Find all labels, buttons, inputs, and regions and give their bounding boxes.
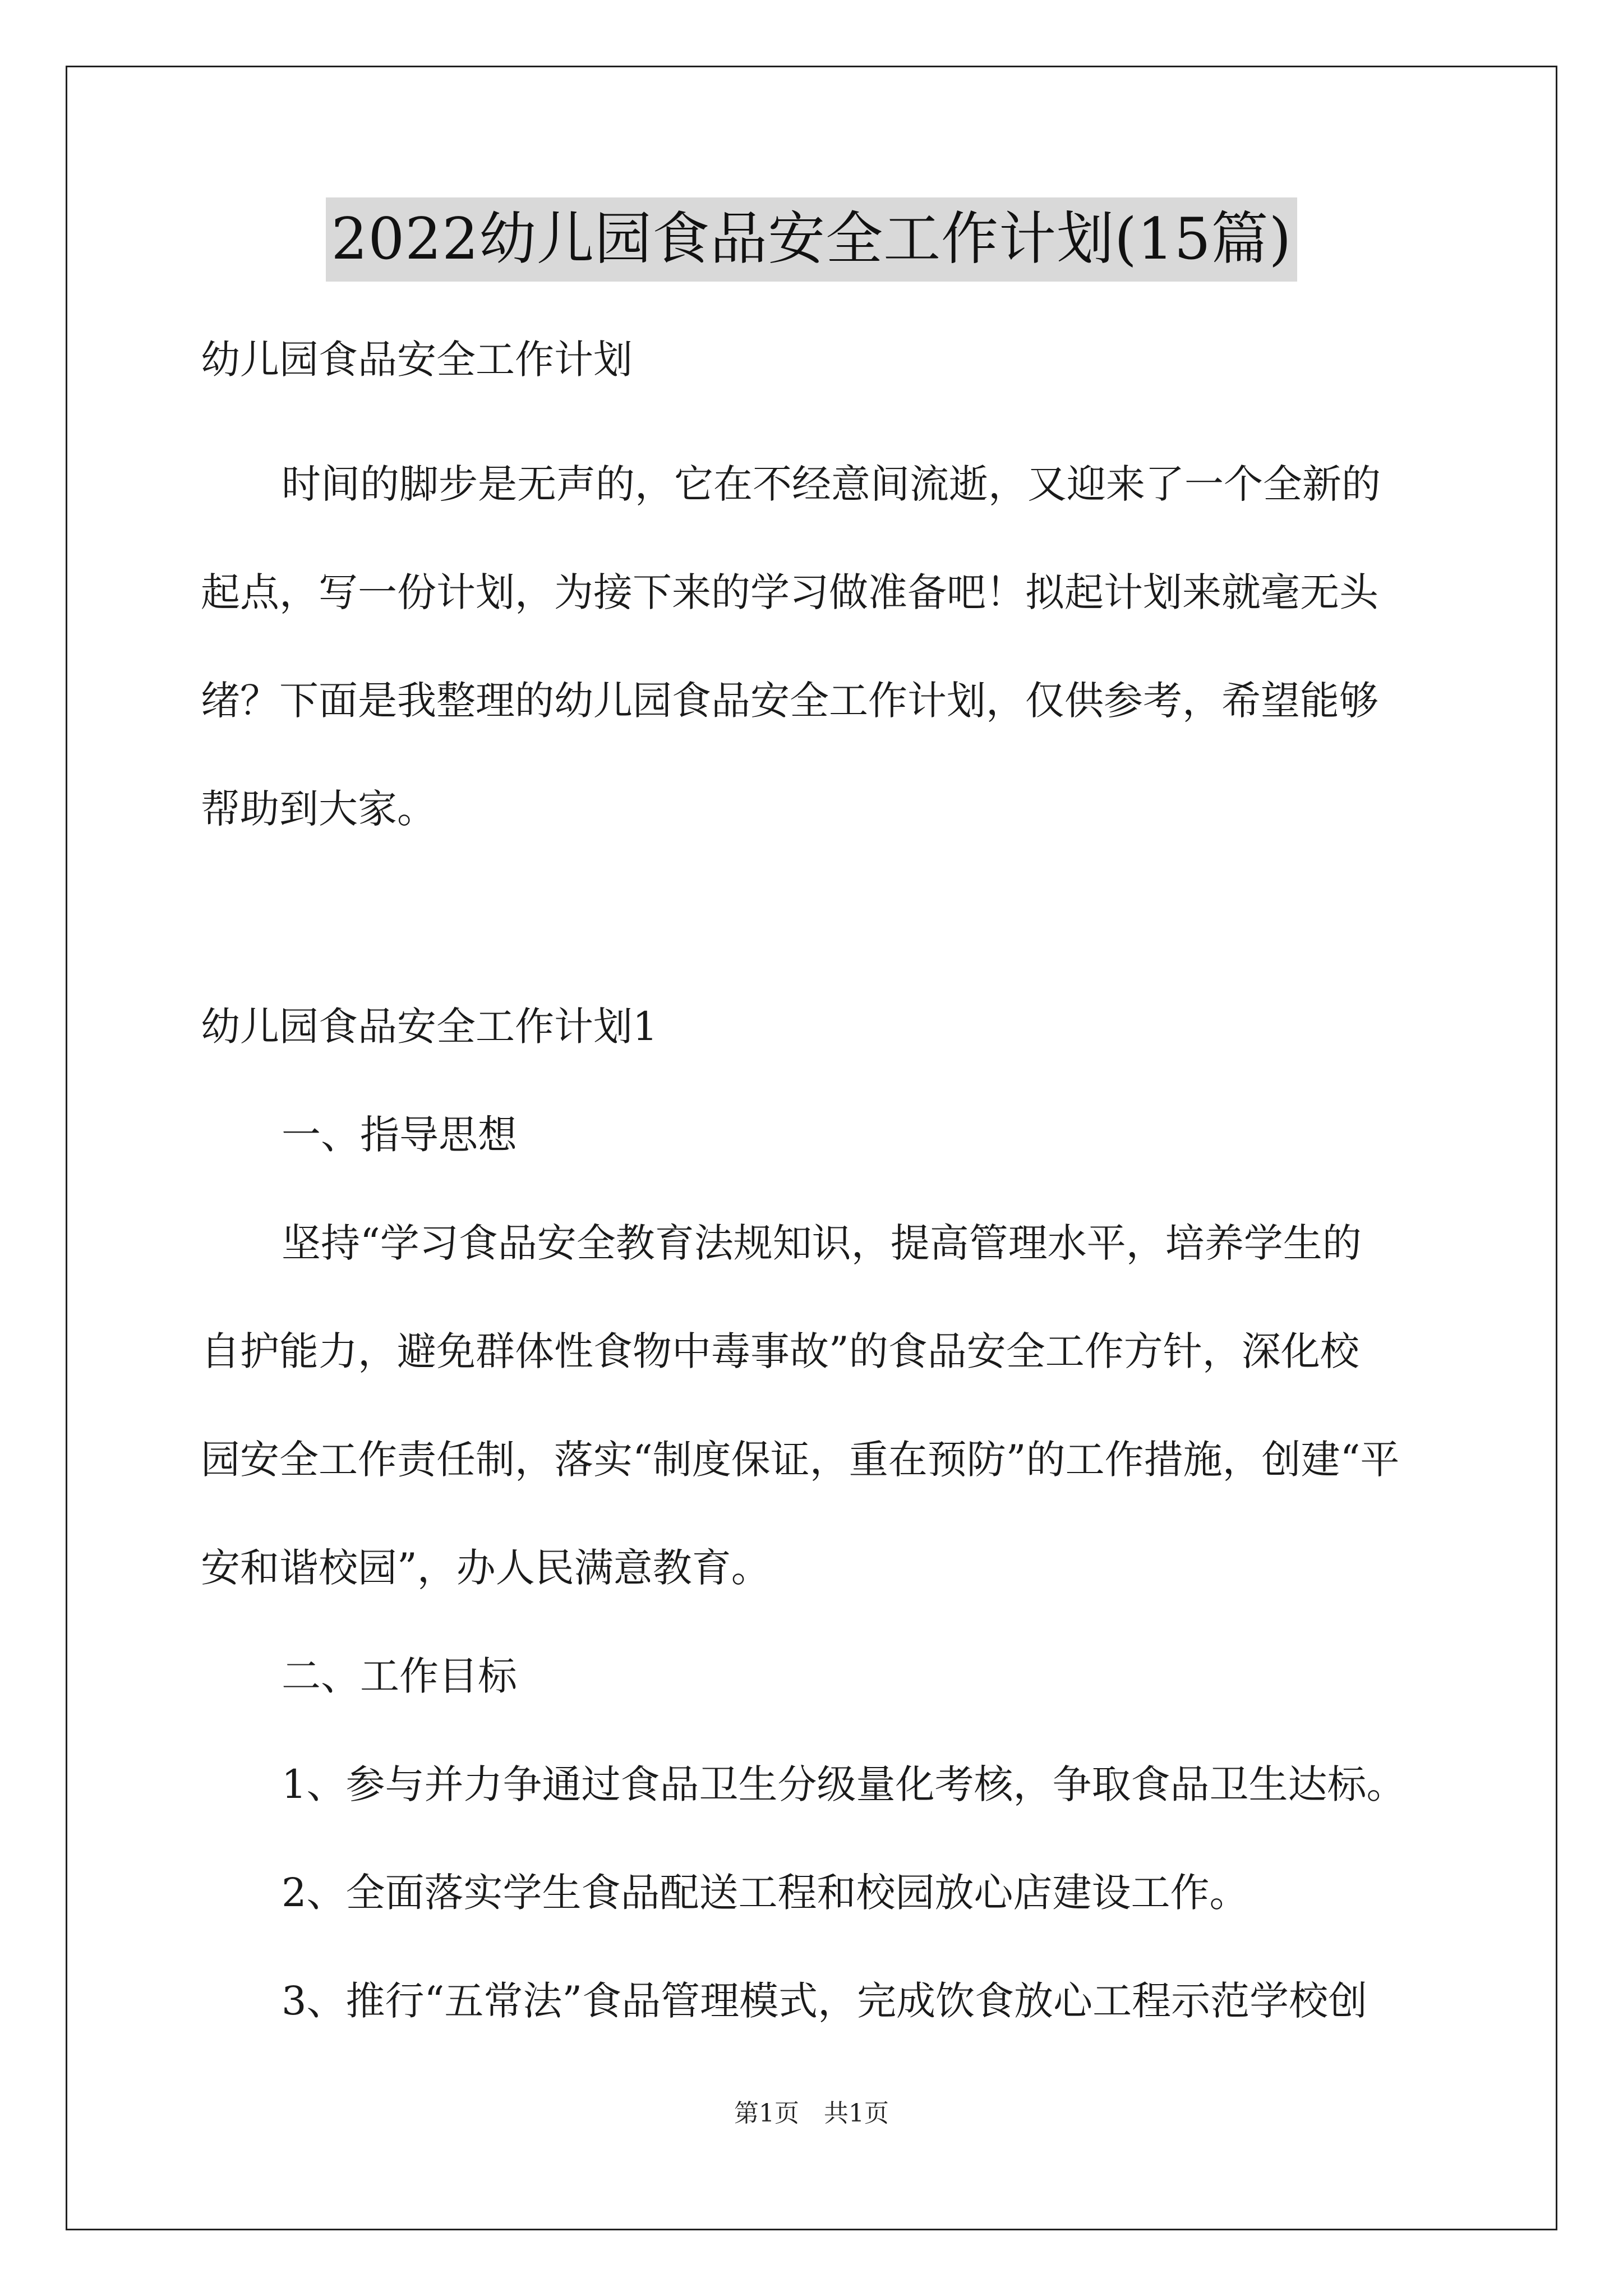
paragraph-line: 安和谐校园”，办人民满意教育。 bbox=[201, 1545, 771, 1591]
paragraph-line: 起点，写一份计划，为接下来的学习做准备吧！拟起计划来就毫无头 bbox=[201, 569, 1378, 615]
section-heading: 幼儿园食品安全工作计划 bbox=[201, 337, 633, 383]
document-title: 2022幼儿园食品安全工作计划(15篇) bbox=[326, 197, 1298, 282]
paragraph-line: 坚持“学习食品安全教育法规知识，提高管理水平，培养学生的 bbox=[282, 1220, 1362, 1266]
paragraph-line: 自护能力，避免群体性食物中毒事故”的食品安全工作方针，深化校 bbox=[201, 1328, 1359, 1374]
paragraph-line: 绪？下面是我整理的幼儿园食品安全工作计划，仅供参考，希望能够 bbox=[201, 678, 1378, 724]
title-container bbox=[0, 197, 1623, 282]
section-heading: 幼儿园食品安全工作计划1 bbox=[201, 1004, 658, 1050]
paragraph-line: 园安全工作责任制，落实“制度保证，重在预防”的工作措施，创建“平 bbox=[201, 1437, 1400, 1483]
paragraph-line: 时间的脚步是无声的，它在不经意间流逝，又迎来了一个全新的 bbox=[282, 461, 1381, 507]
list-item: 1、参与并力争通过食品卫生分级量化考核，争取食品卫生达标。 bbox=[282, 1761, 1406, 1807]
page-footer: 第1页 共1页 bbox=[734, 2099, 889, 2128]
list-item: 3、推行“五常法”食品管理模式，完成饮食放心工程示范学校创 bbox=[282, 1978, 1368, 2024]
subheading: 二、工作目标 bbox=[282, 1653, 517, 1699]
list-item: 2、全面落实学生食品配送工程和校园放心店建设工作。 bbox=[282, 1870, 1249, 1916]
subheading: 一、指导思想 bbox=[282, 1112, 517, 1158]
paragraph-line: 帮助到大家。 bbox=[201, 786, 436, 832]
